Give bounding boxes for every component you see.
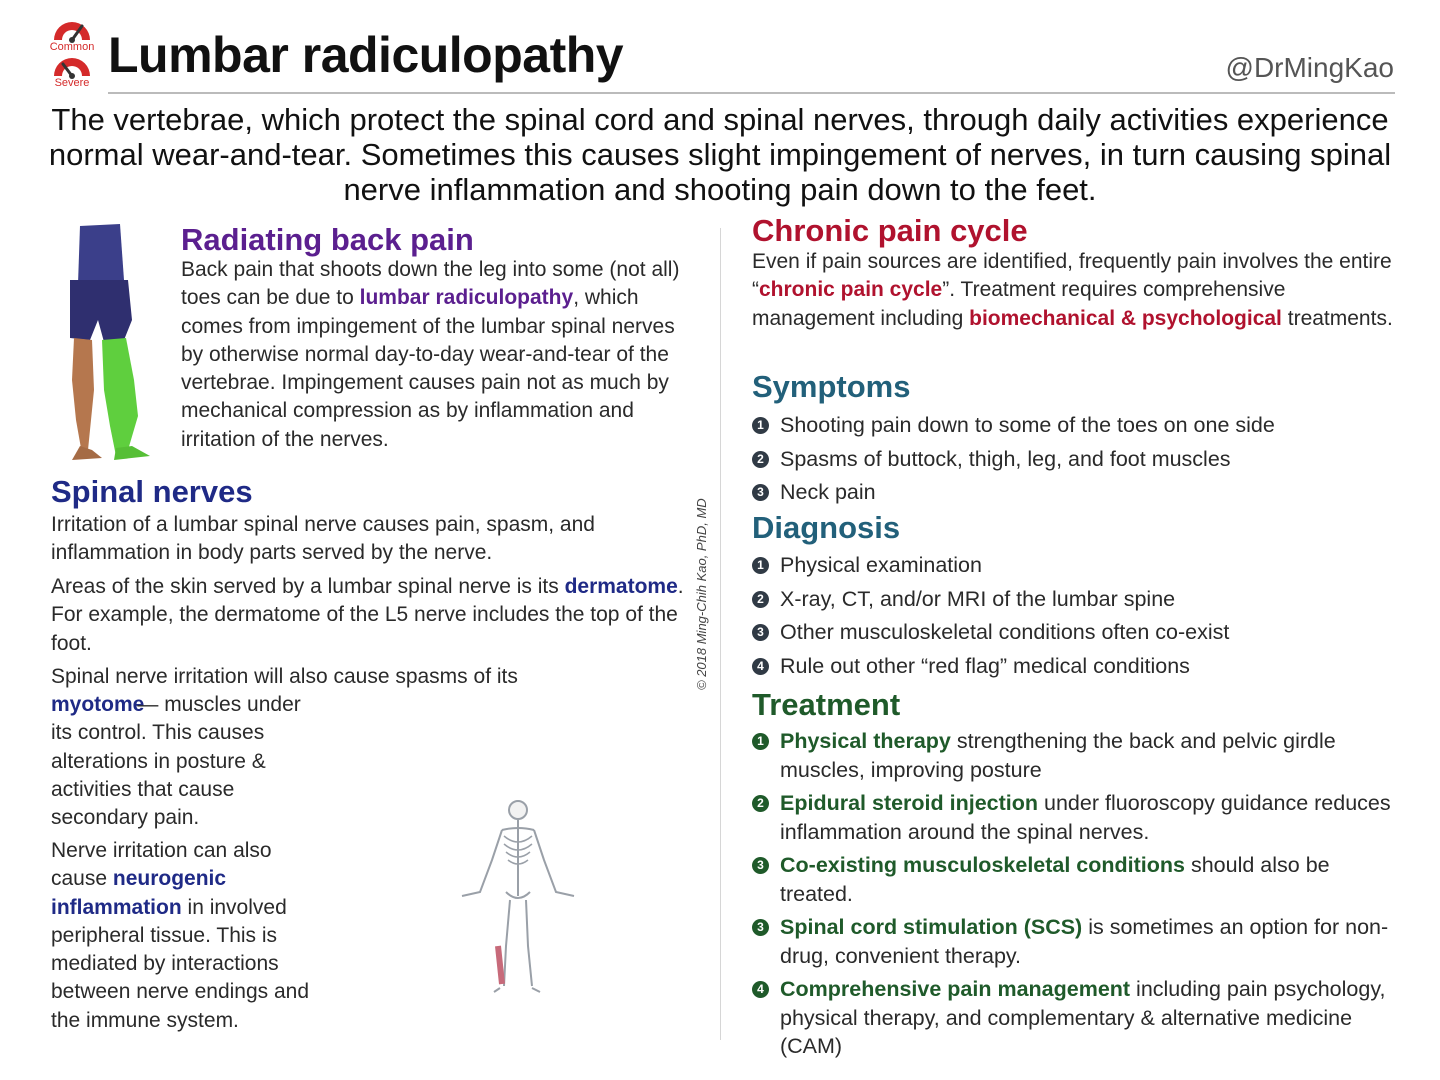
keyword-dermatome: dermatome [564, 575, 678, 598]
header-divider [108, 92, 1395, 94]
logo-top-text: Common [49, 41, 95, 53]
list-item: 1 Physical examination [752, 551, 1412, 580]
spinal-heading: Spinal nerves [51, 474, 253, 509]
list-item: 4 Comprehensive pain management including pain psychology, physical therapy, and complementary & alternative medicine (CAM) [752, 975, 1392, 1061]
spinal-paragraph-2: Areas of the skin served by a lumbar spinal nerve is its dermatome. For example, the dermatome of the L5 nerve includes the top of the foot. [51, 575, 684, 655]
list-item: 2 Epidural steroid injection under fluoroscopy guidance reduces inflammation around the spinal nerves. [752, 789, 1392, 846]
intro-paragraph: The vertebrae, which protect the spinal cord and spinal nerves, through daily activities experience normal wear-and-tear. Sometimes this causes slight impingement of nerves, in turn causing spinal nerve inflammation and shooting pain down to the feet. [48, 102, 1392, 207]
chronic-paragraph: Even if pain sources are identified, frequently pain involves the entire “chronic pain cycle”. Treatment requires comprehensive management including biomechanical & psychological treatments. [752, 250, 1393, 330]
spinal-paragraph-3-cont: — muscles under its control. This causes alterations in posture & activities that cause secondary pain. [51, 693, 301, 830]
diagnosis-heading: Diagnosis [752, 510, 901, 545]
keyword-lumbar-radiculopathy: lumbar radiculopathy [359, 286, 574, 310]
list-item: 3 Neck pain [752, 478, 1412, 507]
severity-gauge-logo [40, 14, 104, 88]
diagnosis-list [752, 551, 1412, 680]
treatment-heading: Treatment [752, 687, 901, 722]
gauge-icon [40, 14, 104, 88]
chronic-heading: Chronic pain cycle [752, 213, 1028, 248]
spinal-paragraph-4: Nerve irritation can also cause neurogenic inflammation in involved peripheral tissue. This is mediated by interactions between nerve endings and the immune system. [51, 839, 310, 1032]
keyword-myotome: myotome [51, 693, 145, 717]
page-title: Lumbar radiculopathy [108, 27, 624, 83]
spinal-paragraph-1: Irritation of a lumbar spinal nerve causes pain, spasm, and inflammation in body parts served by the nerve. [51, 513, 595, 565]
keyword-biomechanical-psychological: biomechanical & psychological [969, 306, 1282, 330]
symptoms-heading: Symptoms [752, 369, 911, 404]
list-item: 1 Shooting pain down to some of the toes on one side [752, 411, 1412, 440]
list-item: 2 X-ray, CT, and/or MRI of the lumbar spine [752, 585, 1412, 614]
list-item: 3 Other musculoskeletal conditions often co-exist [752, 618, 1412, 647]
radiating-paragraph: Back pain that shoots down the leg into some (not all) toes can be due to lumbar radiculopathy, which comes from impingement of the lumbar spinal nerves by otherwise normal day-to-day wear-and-tear of the vertebrae. Impingement causes pain not as much by mechanical compression as by inflammation and irritation of the nerves. [181, 258, 680, 451]
keyword-neurogenic-inflammation: neurogenic inflammation [51, 867, 227, 919]
leg-illustration-icon [58, 220, 164, 464]
list-item: 3 Co-existing musculoskeletal conditions should also be treated. [752, 851, 1392, 908]
list-item: 1 Physical therapy strengthening the back and pelvic girdle muscles, improving posture [752, 727, 1392, 784]
symptoms-list [752, 411, 1412, 507]
copyright-notice: © 2018 Ming-Chih Kao, PhD, MD [694, 498, 709, 690]
list-item: 3 Spinal cord stimulation (SCS) is sometimes an option for non-drug, convenient therapy. [752, 913, 1392, 970]
column-divider [720, 228, 721, 1040]
logo-bottom-text: Severe [54, 77, 90, 88]
list-item: 4 Rule out other “red flag” medical conditions [752, 652, 1412, 681]
spinal-paragraph-3: Spinal nerve irritation will also cause spasms of its myotome [51, 665, 518, 717]
radiating-heading: Radiating back pain [181, 222, 474, 257]
treatment-list [752, 727, 1392, 1061]
keyword-chronic-pain-cycle: chronic pain cycle [759, 278, 943, 302]
list-item: 2 Spasms of buttock, thigh, leg, and foot muscles [752, 445, 1412, 474]
author-handle: @DrMingKao [1225, 52, 1394, 83]
skeleton-illustration-icon [456, 796, 580, 996]
